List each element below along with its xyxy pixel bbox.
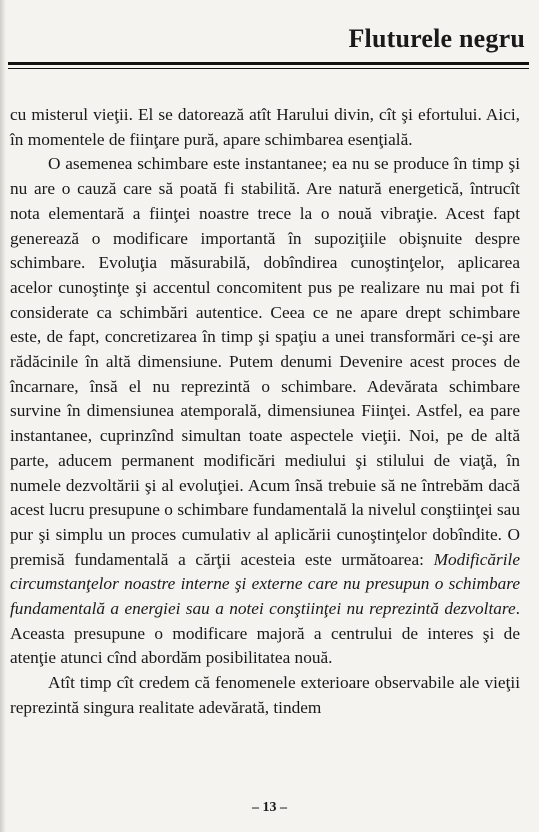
header-rule-thin bbox=[8, 68, 529, 69]
paragraph-2-end: . Aceasta presupune o modificare majoră a centrului de interes şi de atenţie atunci cînd abordăm posibilitatea nouă. bbox=[10, 599, 520, 668]
running-header-title: Fluturele negru bbox=[348, 24, 525, 53]
page-number: – 13 – bbox=[252, 800, 287, 815]
body-text bbox=[10, 103, 520, 721]
paragraph-2 bbox=[10, 152, 520, 671]
page-gutter-shadow bbox=[0, 0, 6, 832]
paragraph-2-text: O asemenea schimbare este instantanee; ea nu se produce în timp şi nu are o cauză care să poată fi stabilită. Are natură energetică, întrucît nota elementară a fiinţei noastre trece la o nouă vibraţie. Acest fapt generează o modificare importantă în supoziţiile obişnuite despre schimbare. Evoluţia măsurabilă, dobîndirea cunoştinţelor, aplicarea acelor cunoştinţe şi accentul concomitent pus pe realizare nu mai pot fi considerate ca schimbări autentice. Ceea ce ne apare drept schimbare este, de fapt, concretizarea în timp şi spaţiu a unei transformări ce-şi are rădăcinile în altă dimensiune. Putem denumi Devenire acest proces de încarnare, însă el nu reprezintă o schimbare. Adevărata schimbare survine în dimensiunea atemporală, dimensiunea Fiinţei. Astfel, ea pare instantanee, cuprinzînd simultan toate aspectele vieţii. Noi, pe de altă parte, aducem permanent modificări mediului şi stilului de viaţă, în numele dezvoltării şi al evoluţiei. Acum însă trebuie să ne întrebăm dacă acest lucru presupune o schimbare fundamentală la nivelul conştiinţei sau pur şi simplu un proces cumulativ al aplicării cunoştinţelor dobîndite. O premisă fundamentală a cărţii acesteia este următoarea: bbox=[10, 154, 520, 569]
paragraph-2-italic: Modificările circumstanţelor noastre interne şi externe care nu presupun o schimbare fundamentală a energiei sau a notei conştiinţei nu reprezintă dezvoltare bbox=[10, 549, 520, 619]
paragraph-3: Atît timp cît credem că fenomenele exterioare observabile ale vieţii reprezintă singura realitate adevărată, tindem bbox=[10, 673, 520, 717]
header-rule-thick bbox=[8, 62, 529, 65]
paragraph-1: cu misterul vieţii. El se datorează atît Harului divin, cît şi efortului. Aici, în momentele de fiinţare pură, apare schimbarea esenţială. bbox=[10, 105, 520, 149]
